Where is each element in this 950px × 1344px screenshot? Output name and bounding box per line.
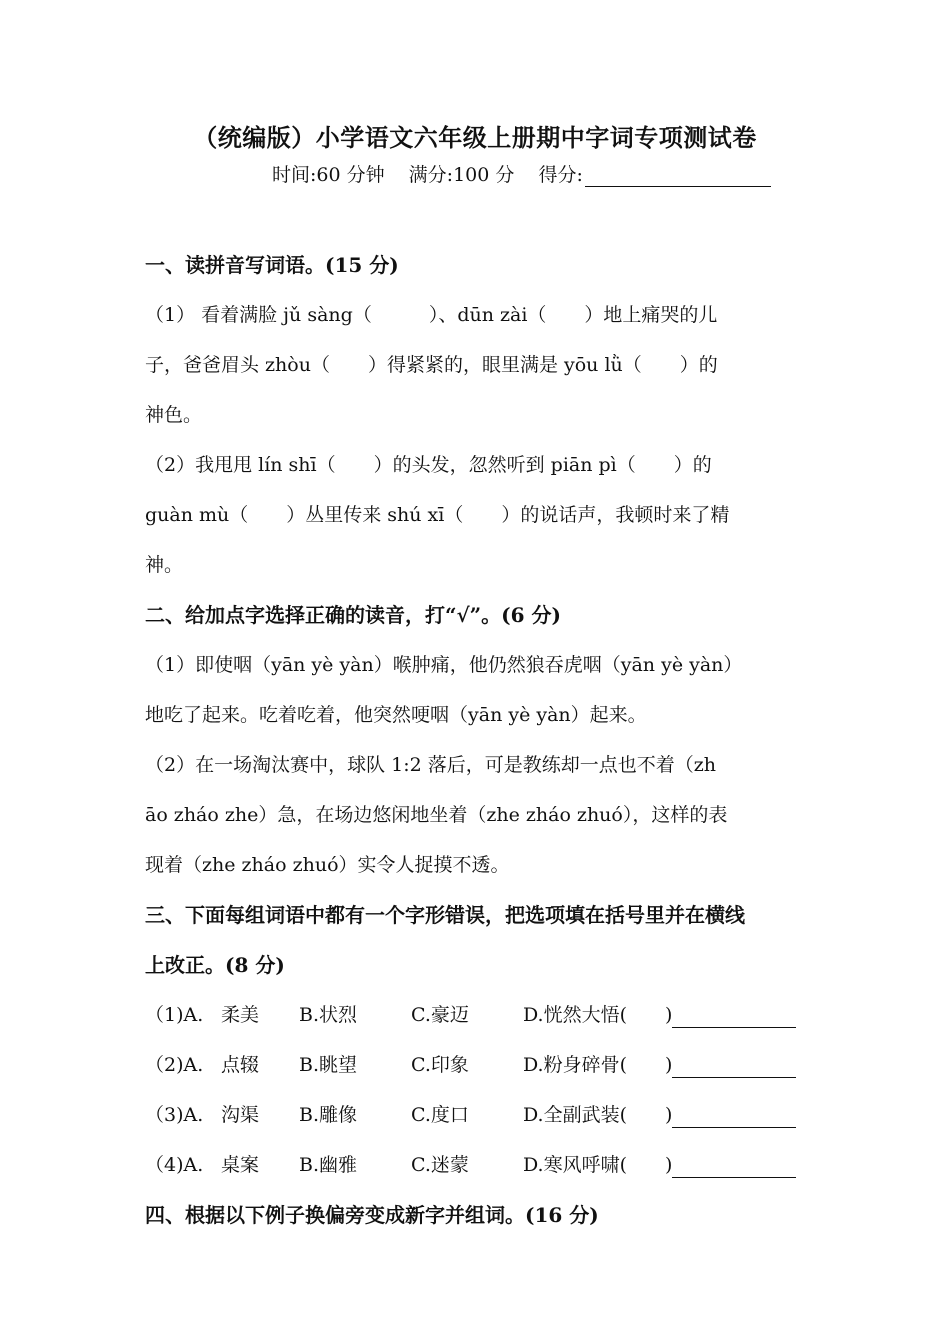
option-c: C.迷蒙 (411, 1154, 469, 1176)
section-1-line: 子，爸爸眉头 zhòu（ ）得紧紧的，眼里满是 yōu lǜ（ ）的 (145, 354, 718, 376)
option-d: D.全副武装( ) (523, 1104, 673, 1126)
correction-blank[interactable] (672, 1105, 796, 1128)
section-2-line: （1）即使咽（yān yè yàn）喉肿痛，他仍然狼吞虎咽（yān yè yàn） (145, 654, 743, 676)
option-d: D.寒风呼啸( ) (523, 1154, 673, 1176)
exam-full-score: 满分:100 分 (408, 164, 515, 186)
option-a: 点辍 (221, 1054, 260, 1076)
option-row-4 (145, 1140, 817, 1190)
section-2-line: 现着（zhe zháo zhuó）实令人捉摸不透。 (145, 854, 510, 876)
option-number: （4)A. (145, 1154, 204, 1176)
section-1-line: （2）我甩甩 lín shī（ ）的头发，忽然听到 piān pì（ ）的 (145, 454, 712, 476)
score-blank[interactable] (585, 166, 771, 187)
section-1-heading: 一、读拼音写词语。(15 分) (145, 253, 399, 277)
option-a: 沟渠 (221, 1104, 260, 1126)
option-c: C.豪迈 (411, 1004, 469, 1026)
section-2-line: āo zháo zhe）急，在场边悠闲地坐着（zhe zháo zhuó），这样的表 (145, 804, 728, 826)
section-1-line: 神色。 (145, 404, 203, 426)
section-3-heading-cont: 上改正。(8 分) (145, 953, 285, 977)
section-3-heading: 三、下面每组词语中都有一个字形错误，把选项填在括号里并在横线 (145, 903, 745, 927)
option-b: B.幽雅 (299, 1154, 358, 1176)
exam-meta (272, 160, 789, 187)
score-label: 得分: (538, 164, 583, 186)
correction-blank[interactable] (672, 1155, 796, 1178)
option-b: B.雕像 (299, 1104, 358, 1126)
worksheet-content (145, 240, 817, 1240)
option-d: D.粉身碎骨( ) (523, 1054, 673, 1076)
section-4-heading: 四、根据以下例子换偏旁变成新字并组词。(16 分) (145, 1203, 599, 1227)
option-row-1 (145, 990, 817, 1040)
option-c: C.印象 (411, 1054, 469, 1076)
section-2-line: 地吃了起来。吃着吃着，他突然哽咽（yān yè yàn）起来。 (145, 704, 647, 726)
option-number: （3)A. (145, 1104, 204, 1126)
section-1-line: （1） 看着满脸 jǔ sàng（ ）、dūn zài（ ）地上痛哭的儿 (145, 304, 718, 326)
option-row-3 (145, 1090, 817, 1140)
correction-blank[interactable] (672, 1055, 796, 1078)
section-2-line: （2）在一场淘汰赛中，球队 1:2 落后，可是教练却一点也不着（zh (145, 754, 716, 776)
section-1-line: 神。 (145, 554, 184, 576)
option-row-2 (145, 1040, 817, 1090)
option-c: C.度口 (411, 1104, 469, 1126)
option-number: （2)A. (145, 1054, 204, 1076)
option-a: 柔美 (221, 1004, 260, 1026)
option-b: B.状烈 (299, 1004, 358, 1026)
correction-blank[interactable] (672, 1005, 796, 1028)
option-a: 桌案 (221, 1154, 260, 1176)
exam-time: 时间:60 分钟 (272, 164, 385, 186)
option-b: B.眺望 (299, 1054, 358, 1076)
section-1-line: guàn mù（ ）丛里传来 shú xī（ ）的说话声，我顿时来了精 (145, 504, 730, 526)
section-2-heading: 二、给加点字选择正确的读音，打“√”。(6 分) (145, 603, 561, 627)
document-title: （统编版）小学语文六年级上册期中字词专项测试卷 (193, 123, 757, 152)
option-number: （1)A. (145, 1004, 204, 1026)
option-d: D.恍然大悟( ) (523, 1004, 673, 1026)
